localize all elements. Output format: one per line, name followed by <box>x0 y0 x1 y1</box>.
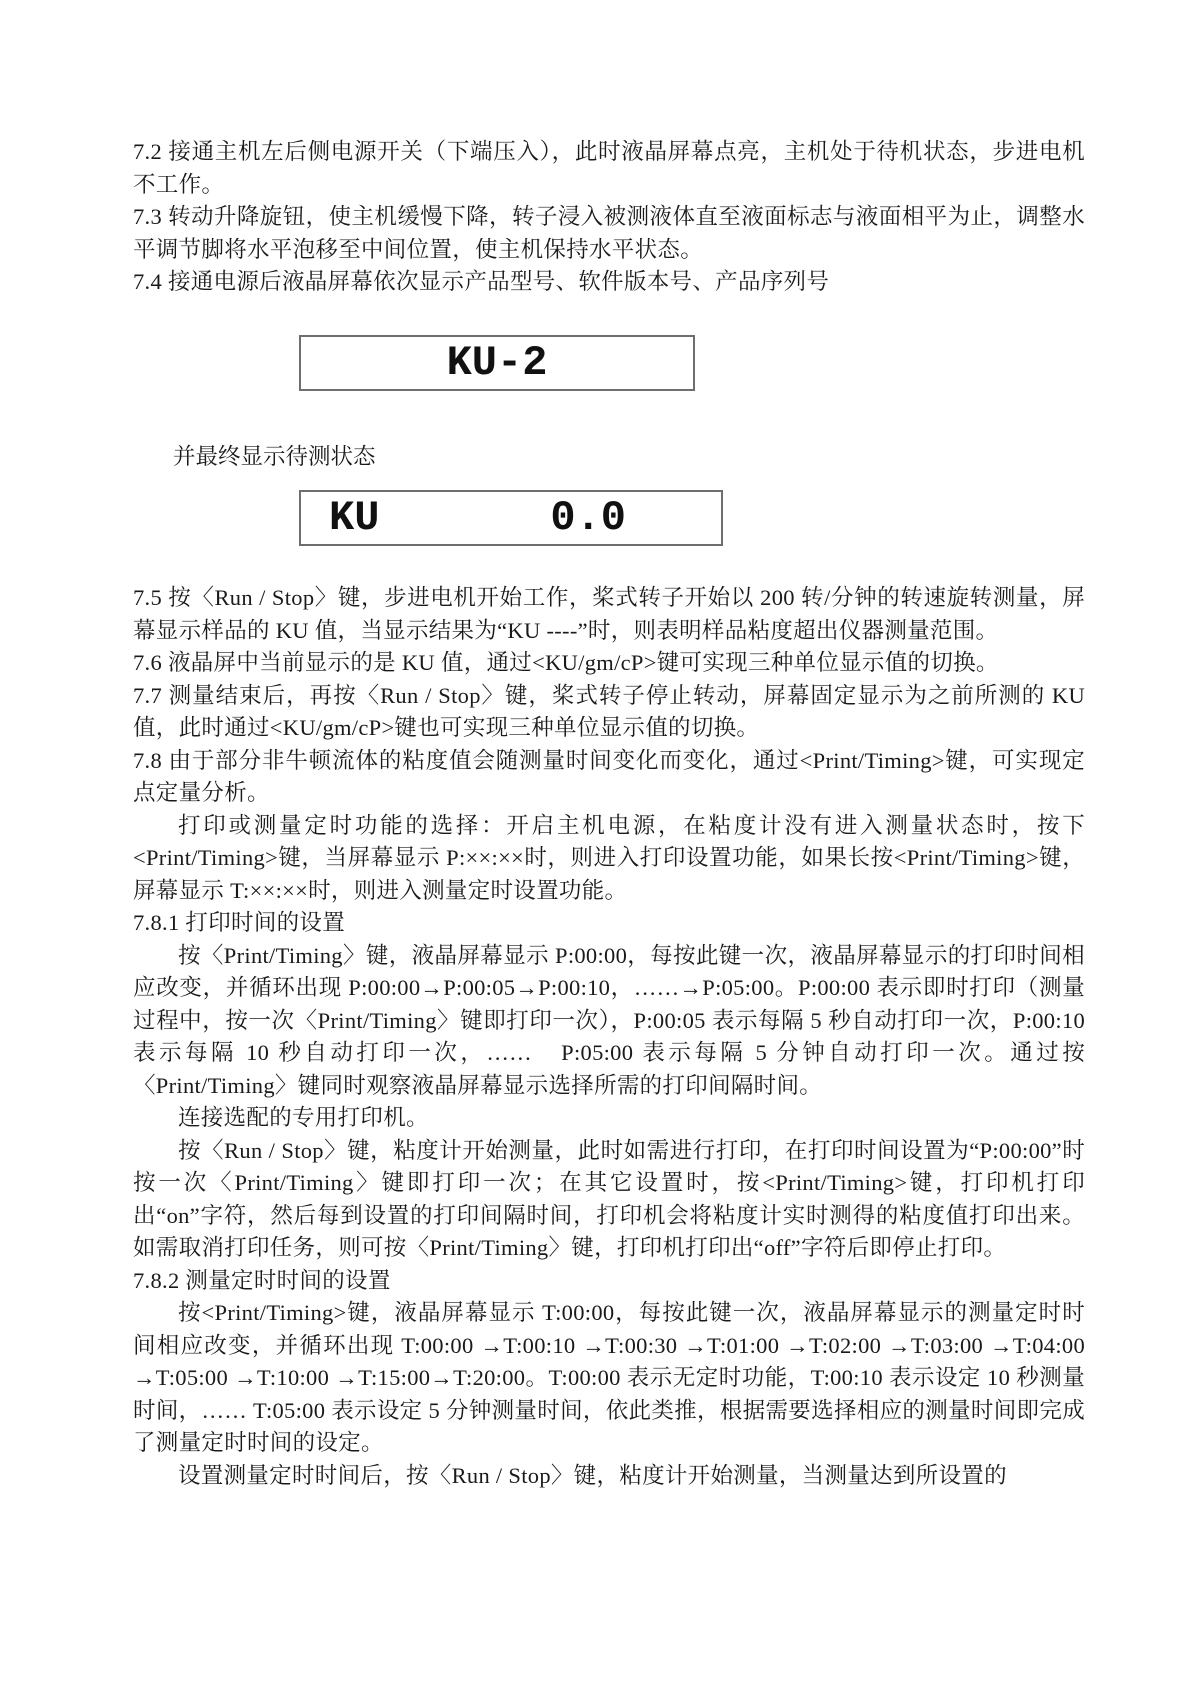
paragraph-7-6: 7.6 液晶屏中当前显示的是 KU 值，通过<KU/gm/cP>键可实现三种单位显示值的切换。 <box>133 650 999 675</box>
paragraph-7-3: 7.3 转动升降旋钮，使主机缓慢下降，转子浸入被测液体直至液面标志与液面相平为止，调整水平调节脚将水平泡移至中间位置，使主机保持水平状态。 <box>133 204 1085 262</box>
paragraph-7-7: 7.7 测量结束后，再按〈Run / Stop〉键，桨式转子停止转动，屏幕固定显示为之前所测的 KU 值，此时通过<KU/gm/cP>键也可实现三种单位显示值的切换。 <box>133 682 1085 740</box>
paragraph-timing-setting: 按<Print/Timing>键，液晶屏幕显示 T:00:00，每按此键一次，液晶屏幕显示的测量定时时间相应改变，并循环出现 T:00:00 →T:00:10 →T:00:30 →T:01:00 →T:02:00 →T:03:00 →T:04:00 →T:05:00 →T:10:00 →T:15:00→T:20:00。T:00:00 表示无定时功能，T:00:10 表示设定 10 秒测量时间，…… T:05:00 表示设定 5 分钟测量时间，依此类推，根据需要选择相应的测量时间即完成了测量定时时间的设定。 <box>133 1300 1085 1455</box>
paragraph-print-timing-select: 打印或测量定时功能的选择：开启主机电源，在粘度计没有进入测量状态时，按下<Print/Timing>键，当屏幕显示 P:××:××时，则进入打印设置功能，如果长按<Print/Timing>键，屏幕显示 T:××:××时，则进入测量定时设置功能。 <box>133 812 1085 903</box>
section-operating-instructions <box>133 582 1085 1492</box>
lcd-model-value: KU-2 <box>446 338 548 387</box>
page-content <box>133 136 1085 1492</box>
paragraph-7-2: 7.2 接通主机左后侧电源开关（下端压入），此时液晶屏幕点亮，主机处于待机状态，步进电机不工作。 <box>133 139 1085 197</box>
paragraph-7-5: 7.5 按〈Run / Stop〉键，步进电机开始工作，桨式转子开始以 200 转/分钟的转速旋转测量，屏幕显示样品的 KU 值，当显示结果为“KU ----”时，则表明样品粘度超出仪器测量范围。 <box>133 585 1085 643</box>
paragraph-timing-measurement: 设置测量定时时间后，按〈Run / Stop〉键，粘度计开始测量，当测量达到所设置的 <box>178 1462 1007 1488</box>
heading-7-8-1: 7.8.1 打印时间的设置 <box>133 910 346 935</box>
paragraph-print-time-setting: 按〈Print/Timing〉键，液晶屏幕显示 P:00:00，每按此键一次，液晶屏幕显示的打印时间相应改变，并循环出现 P:00:00→P:00:05→P:00:10，……→P:05:00。P:00:00 表示即时打印（测量过程中，按一次〈Print/Timing〉键即打印一次），P:00:05 表示每隔 5 秒自动打印一次，P:00:10 表示每隔 10 秒自动打印一次，…… P:05:00 表示每隔 5 分钟自动打印一次。通过按〈Print/Timing〉键同时观察液晶屏幕显示选择所需的打印间隔时间。 <box>133 942 1085 1098</box>
paragraph-7-8: 7.8 由于部分非牛顿流体的粘度值会随测量时间变化而变化，通过<Print/Timing>键，可实现定点定量分析。 <box>133 747 1085 805</box>
lcd-unit-label: KU <box>329 494 380 542</box>
lcd-reading-value: 0.0 <box>550 494 626 542</box>
caption-final-status: 并最终显示待测状态 <box>173 443 376 469</box>
paragraph-print-operation: 按〈Run / Stop〉键，粘度计开始测量，此时如需进行打印，在打印时间设置为“P:00:00”时按一次〈Print/Timing〉键即打印一次；在其它设置时，按<Print/Timing>键，打印机打印出“on”字符，然后每到设置的打印间隔时间，打印机会将粘度计实时测得的粘度值打印出来。如需取消打印任务，则可按〈Print/Timing〉键，打印机打印出“off”字符后即停止打印。 <box>133 1137 1085 1260</box>
paragraph-connect-printer: 连接选配的专用打印机。 <box>178 1105 429 1130</box>
lcd-display-model-box <box>299 335 695 391</box>
heading-7-8-2: 7.8.2 测量定时时间的设置 <box>133 1267 391 1293</box>
paragraph-7-4: 7.4 接通电源后液晶屏幕依次显示产品型号、软件版本号、产品序列号 <box>133 269 830 294</box>
lcd-display-status-box <box>299 490 723 546</box>
